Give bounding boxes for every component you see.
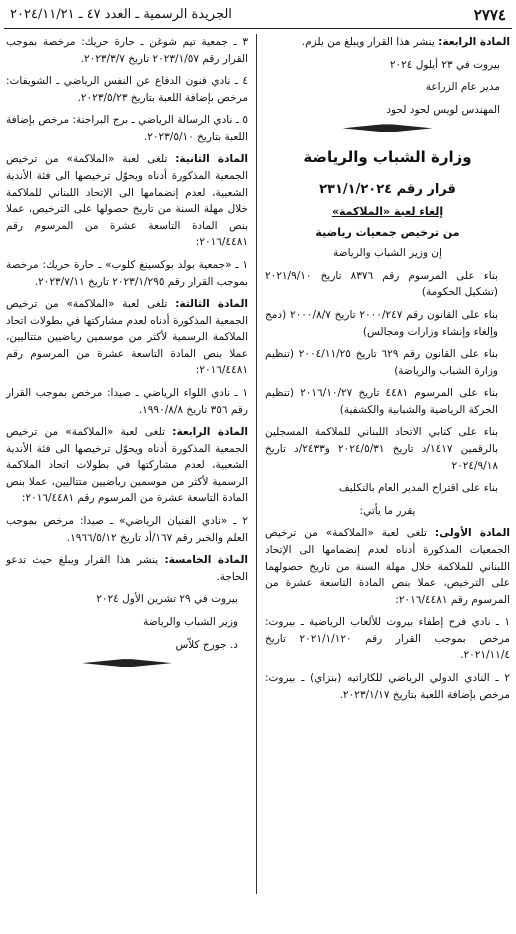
- separator-ornament: [343, 124, 433, 132]
- agri-article-four: [265, 34, 510, 51]
- agri-date: بيروت في ٢٣ أيلول ٢٠٢٤: [389, 58, 500, 71]
- article-label: المادة الثالثة:: [175, 298, 248, 311]
- article-label: المادة الثانية:: [175, 153, 248, 166]
- list-item: ١ ـ «جمعية بولد بوكسينغ كلوب» ـ حارة حريك: مرخصة بموجب القرار رقم ٢٠٢٣/١/٢٩٥ تاريخ ٢٠٢٣/٧/١١.: [6, 258, 248, 288]
- article-text: تلغى لعبة «الملاكمة» من ترخيص الجمعية المذكورة أدناه ويحوّل ترخيصها الى فئة الأندية الشعبية، لعدم مشاركتها في بطولات اتحاد الملاكمة الرسمية لأكثر من موسمين رياضيين متتاليين، عملا بنص المادة التاسعة عشرة من المرسوم رقم ٢٠١٦/٤٤٨١:: [6, 426, 248, 505]
- article-text: تلغى لعبة «الملاكمة» من ترخيص الجمعيات المذكورة أدناه لعدم إنضمامها الى الإتحاد اللبناني للملاكمة خلال مهلة السنة من تاريخ حصولهما على الترخيص، عملا بنص المادة التاسعة عشرة من المرسوم رقم ٢٠١٦/٤٤٨١:: [265, 527, 510, 606]
- article-text: ينشر هذا القرار ويبلغ حيث تدعو الحاجة.: [6, 554, 248, 583]
- list-item: ٢ ـ النادي الدولي الرياضي للكاراتيه (بنزاي) ـ بيروت: مرخص بإضافة اللعبة بتاريخ ٢٠٢٣/١/١٧.: [265, 672, 510, 701]
- article-text: تلغى لعبة «الملاكمة» من ترخيص الجمعية المذكورة أدناه ويحوّل ترخيصها الى فئة الأندية الشعبية، لعدم إنضمامها الى الإتحاد اللبناني للملاكمة خلال مهلة السنة من تاريخ حصولها على الترخيص، عملا بنص المادة التاسعة عشرة من المرسوم رقم ٢٠١٦/٤٤٨١:: [6, 153, 248, 249]
- right-column: [265, 34, 510, 934]
- basis-item: بناء على القانون رقم ٦٢٩ تاريخ ٢٠٠٤/١١/٢٥ (تنظيم وزارة الشباب والرياضة): [265, 348, 498, 377]
- list-item: ٤ ـ نادي فنون الدفاع عن النفس الرياضي ـ الشويفات: مرخص بإضافة اللعبة بتاريخ ٢٠٢٣/٥/٢٣.: [6, 75, 248, 104]
- separator-ornament: [82, 659, 172, 667]
- columns: [4, 34, 512, 934]
- article-label: المادة الرابعة:: [438, 36, 510, 48]
- agri-signer-name: المهندس لويس لحود لحود: [386, 103, 500, 116]
- basis-item: بناء على اقتراح المدير العام بالتكليف: [338, 482, 498, 495]
- article-label: المادة الخامسة:: [164, 554, 249, 567]
- list-item: ١ ـ نادي فرح إطفاء بيروت للألعاب الرياضية ـ بيروت: مرخص بموجب القرار رقم ٢٠٢١/١/١٢٠ تاريخ ٢٠٢١/١١/٤.: [265, 616, 510, 662]
- agri-signer-title: مدير عام الزراعة: [425, 81, 500, 94]
- article-two: [6, 151, 248, 250]
- ministry-heading: وزارة الشباب والرياضة: [303, 148, 472, 167]
- issue-line: الجريدة الرسمية ـ العدد ٤٧ ـ ٢٠٢٤/١١/٢١: [10, 7, 232, 22]
- list-item: ٢ ـ «نادي الفنيان الرياضي» ـ صيدا: مرخص بموجب العلم والخبر رقم ١٦٧/أد تاريخ ١٩٦٦/٥/١٢.: [6, 515, 248, 544]
- decision-title-1-text: إلغاء لعبة «الملاكمة»: [331, 204, 444, 218]
- list-item: ٥ ـ نادي الرسالة الرياضي ـ برج البراجنة: مرخص بإضافة اللعبة بتاريخ ٢٠٢٣/٥/١٠.: [6, 114, 248, 143]
- basis-item: بناء على كتابي الاتحاد اللبناني للملاكمة المسجلين بالرقمين ١٤١٧/د تاريخ ٢٠٢٤/٥/٣١ و٢٤٣٣/د تاريخ ٢٠٢٤/٩/١٨: [265, 426, 498, 472]
- article-text: تلغى لعبة «الملاكمة» من ترخيص الجمعية المذكورة أدناه لعدم مشاركتها في بطولات اتحاد الملاكمة الرسمية لأكثر من موسمين رياضيين متتاليين، عملا بنص المادة التاسعة عشرة من المرسوم رقم ٢٠١٦/٤٤٨١:: [6, 298, 248, 377]
- basis-item: بناء على المرسوم ٤٤٨١ تاريخ ٢٠١٦/١٠/٢٧ (تنظيم الحركة الرياضية والشبابية والكشفية): [265, 387, 499, 416]
- article-three: [6, 296, 248, 379]
- decision-title-2: من ترخيص جمعيات رياضية: [315, 225, 460, 239]
- page-number: ٢٧٧٤: [473, 6, 506, 24]
- article-label: المادة الرابعة:: [172, 426, 249, 439]
- basis-item: بناء على المرسوم رقم ٨٣٧٦ تاريخ ٢٠٢١/٩/١٠ (تشكيل الحكومة): [265, 269, 498, 299]
- column-divider: [256, 34, 257, 894]
- decides-line: يقرر ما يأتي:: [359, 504, 416, 517]
- page-header: [4, 6, 512, 29]
- decision-number: قرار رقم ٢٣١/١/٢٠٢٤: [319, 182, 456, 197]
- left-column: [6, 34, 248, 934]
- list-item: ٣ ـ جمعية تيم شوغن ـ حارة حريك: مرخصة بموجب القرار رقم ٢٠٢٣/١/٥٧ تاريخ ٢٠٢٣/٣/٧.: [6, 36, 248, 65]
- minister-line: إن وزير الشباب والرياضة: [333, 247, 442, 260]
- list-item: ١ ـ نادي اللواء الرياضي ـ صيدا: مرخص بموجب القرار رقم ٣٥٦ تاريخ ١٩٩٠/٨/٨.: [6, 386, 248, 416]
- article-four: [6, 424, 248, 507]
- basis-item: بناء على القانون رقم ٢٠٠٠/٢٤٧ تاريخ ٢٠٠٠/٨/٧ (دمج وإلغاء وإنشاء وزارات ومجالس): [265, 309, 498, 338]
- article-five: [6, 552, 248, 585]
- article-label: المادة الأولى:: [434, 527, 510, 540]
- article-one: [265, 525, 510, 608]
- signer-title: وزير الشباب والرياضة: [143, 615, 238, 628]
- decision-date: بيروت في ٢٩ تشرين الأول ٢٠٢٤: [96, 593, 238, 606]
- article-text: ينشر هذا القرار ويبلغ من يلزم.: [301, 36, 435, 48]
- signer-name: د. جورج كلاّس: [175, 638, 238, 651]
- decision-title-1: [265, 203, 510, 220]
